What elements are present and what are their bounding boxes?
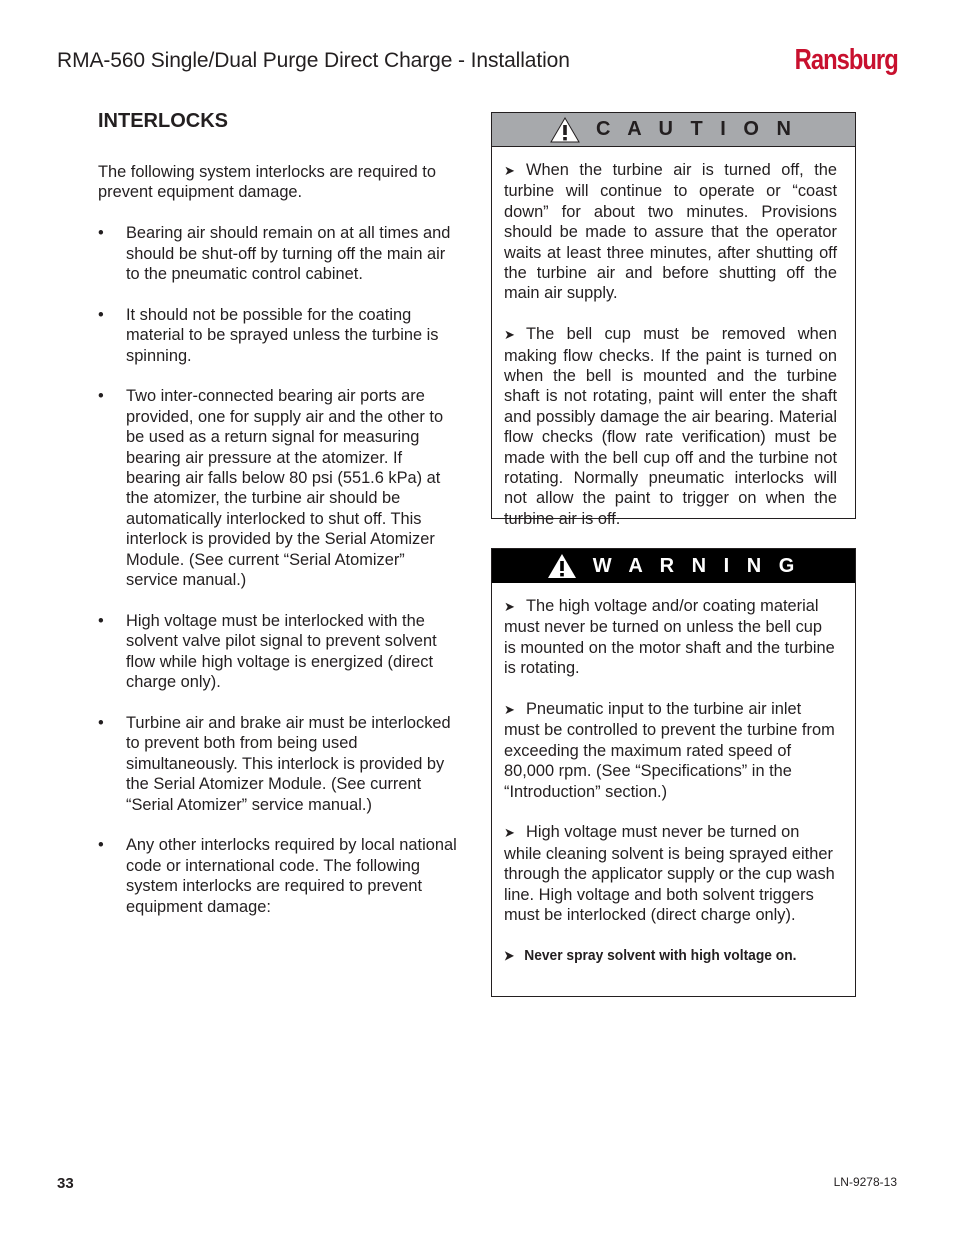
warning-paragraph (504, 822, 837, 925)
interlocks-content (98, 162, 460, 937)
list-item-text: High voltage must be interlocked with the solvent valve pilot signal to prevent solvent flow while high voltage is energized (direct charge only). (126, 611, 437, 692)
interlock-list (98, 223, 460, 917)
list-item (98, 835, 460, 917)
bullet-icon: • (98, 836, 104, 855)
warning-triangle-icon (550, 117, 580, 143)
list-item-text: Bearing air should remain on at all times and should be shut-off by turning off the main air to the pneumatic control cabinet. (126, 224, 451, 284)
warning-paragraph-text: Pneumatic input to the turbine air inlet must be controlled to prevent the turbine from exceeding the maximum rated speed of 80,000 rpm. (See “Specifications” in the “Introduction” section.) (504, 700, 835, 801)
list-item-text: It should not be possible for the coating material to be sprayed unless the turbine is spinning. (126, 305, 439, 365)
warning-paragraph-text: The high voltage and/or coating material must never be turned on unless the bell cup is mounted on the motor shaft and the turbine is rotating. (504, 597, 835, 678)
bullet-icon: • (98, 305, 104, 324)
section-title: INTERLOCKS (98, 110, 228, 132)
arrow-bullet-icon: ➤ (504, 163, 515, 178)
list-item (98, 713, 460, 815)
warning-label: W A R N I N G (592, 554, 801, 577)
page-number: 33 (57, 1175, 74, 1192)
intro-text: The following system interlocks are required to prevent equipment damage. (98, 163, 436, 202)
bullet-icon: • (98, 611, 104, 630)
caution-paragraph (504, 160, 837, 304)
caution-paragraph-text: The bell cup must be removed when making flow checks. If the paint is turned on when the bell is mounted and the turbine shaft is not rotating, paint will enter the shaft and possibly damage the air bearing. Material flow checks (flow rate verification) must be made with the bell cup off and the turbine not rotating. Normally pneumatic interlocks will not allow the paint to trigger on when the turbine air is off. (504, 325, 837, 528)
list-item-text: Two inter-connected bearing air ports are provided, one for supply air and the other to be used as a return signal for measuring bearing air pressure at the atomizer. If bearing air falls below 80 psi (551.6 kPa) at the atomizer, the turbine air should be automatically interlocked to shut off. This interlock is provided by the Serial Atomizer Module. (See current “Serial Atomizer” service manual.) (126, 387, 444, 590)
list-item (98, 386, 460, 590)
list-item-text: Turbine air and brake air must be interlocked to prevent both from being used simultaneously. This interlock is provided by the Serial Atomizer Module. (See current “Serial Atomizer” service manual.) (126, 713, 451, 814)
list-item-text: Any other interlocks required by local national code or international code. The following system interlocks are required to prevent equipment damage: (126, 836, 457, 916)
bullet-icon: • (98, 224, 104, 243)
document-number: LN-9278-13 (833, 1175, 897, 1189)
list-item (98, 611, 460, 693)
page-header-title: RMA-560 Single/Dual Purge Direct Charge - Installation (57, 49, 570, 72)
warning-triangle-icon (547, 553, 577, 579)
list-item (98, 223, 460, 284)
warning-bold-text: Never spray solvent with high voltage on. (524, 946, 797, 964)
caution-paragraph (504, 324, 837, 529)
bullet-icon: • (98, 713, 104, 732)
warning-paragraph (504, 699, 837, 802)
bullet-icon: • (98, 387, 104, 406)
list-item (98, 305, 460, 366)
caution-body (492, 147, 855, 529)
warning-paragraph (504, 596, 837, 679)
arrow-bullet-icon: ➤ (504, 327, 515, 343)
arrow-bullet-icon: ➤ (504, 825, 515, 841)
caution-label: C A U T I O N (596, 118, 797, 140)
warning-box (491, 548, 856, 997)
warning-header (492, 549, 855, 583)
arrow-bullet-icon: ➤ (504, 599, 515, 614)
arrow-bullet-icon: ➤ (504, 702, 515, 718)
warning-bold-paragraph (504, 946, 810, 966)
arrow-bullet-icon: ➤ (504, 947, 515, 963)
warning-body (492, 583, 855, 966)
brand-logo: Ransburg (794, 44, 898, 76)
caution-header (492, 113, 855, 147)
warning-paragraph-text: High voltage must never be turned on while cleaning solvent is being sprayed either through the applicator supply or the cup wash line. High voltage and both solvent triggers must be interlocked (direct charge only). (504, 823, 835, 925)
caution-paragraph-text: When the turbine air is turned off, the turbine will continue to operate or “coast down” for about two minutes. Provisions should be made to assure that the operator waits at least three minutes, after shutting off the turbine air and before shutting off the main air supply. (504, 161, 837, 303)
caution-box (491, 112, 856, 528)
